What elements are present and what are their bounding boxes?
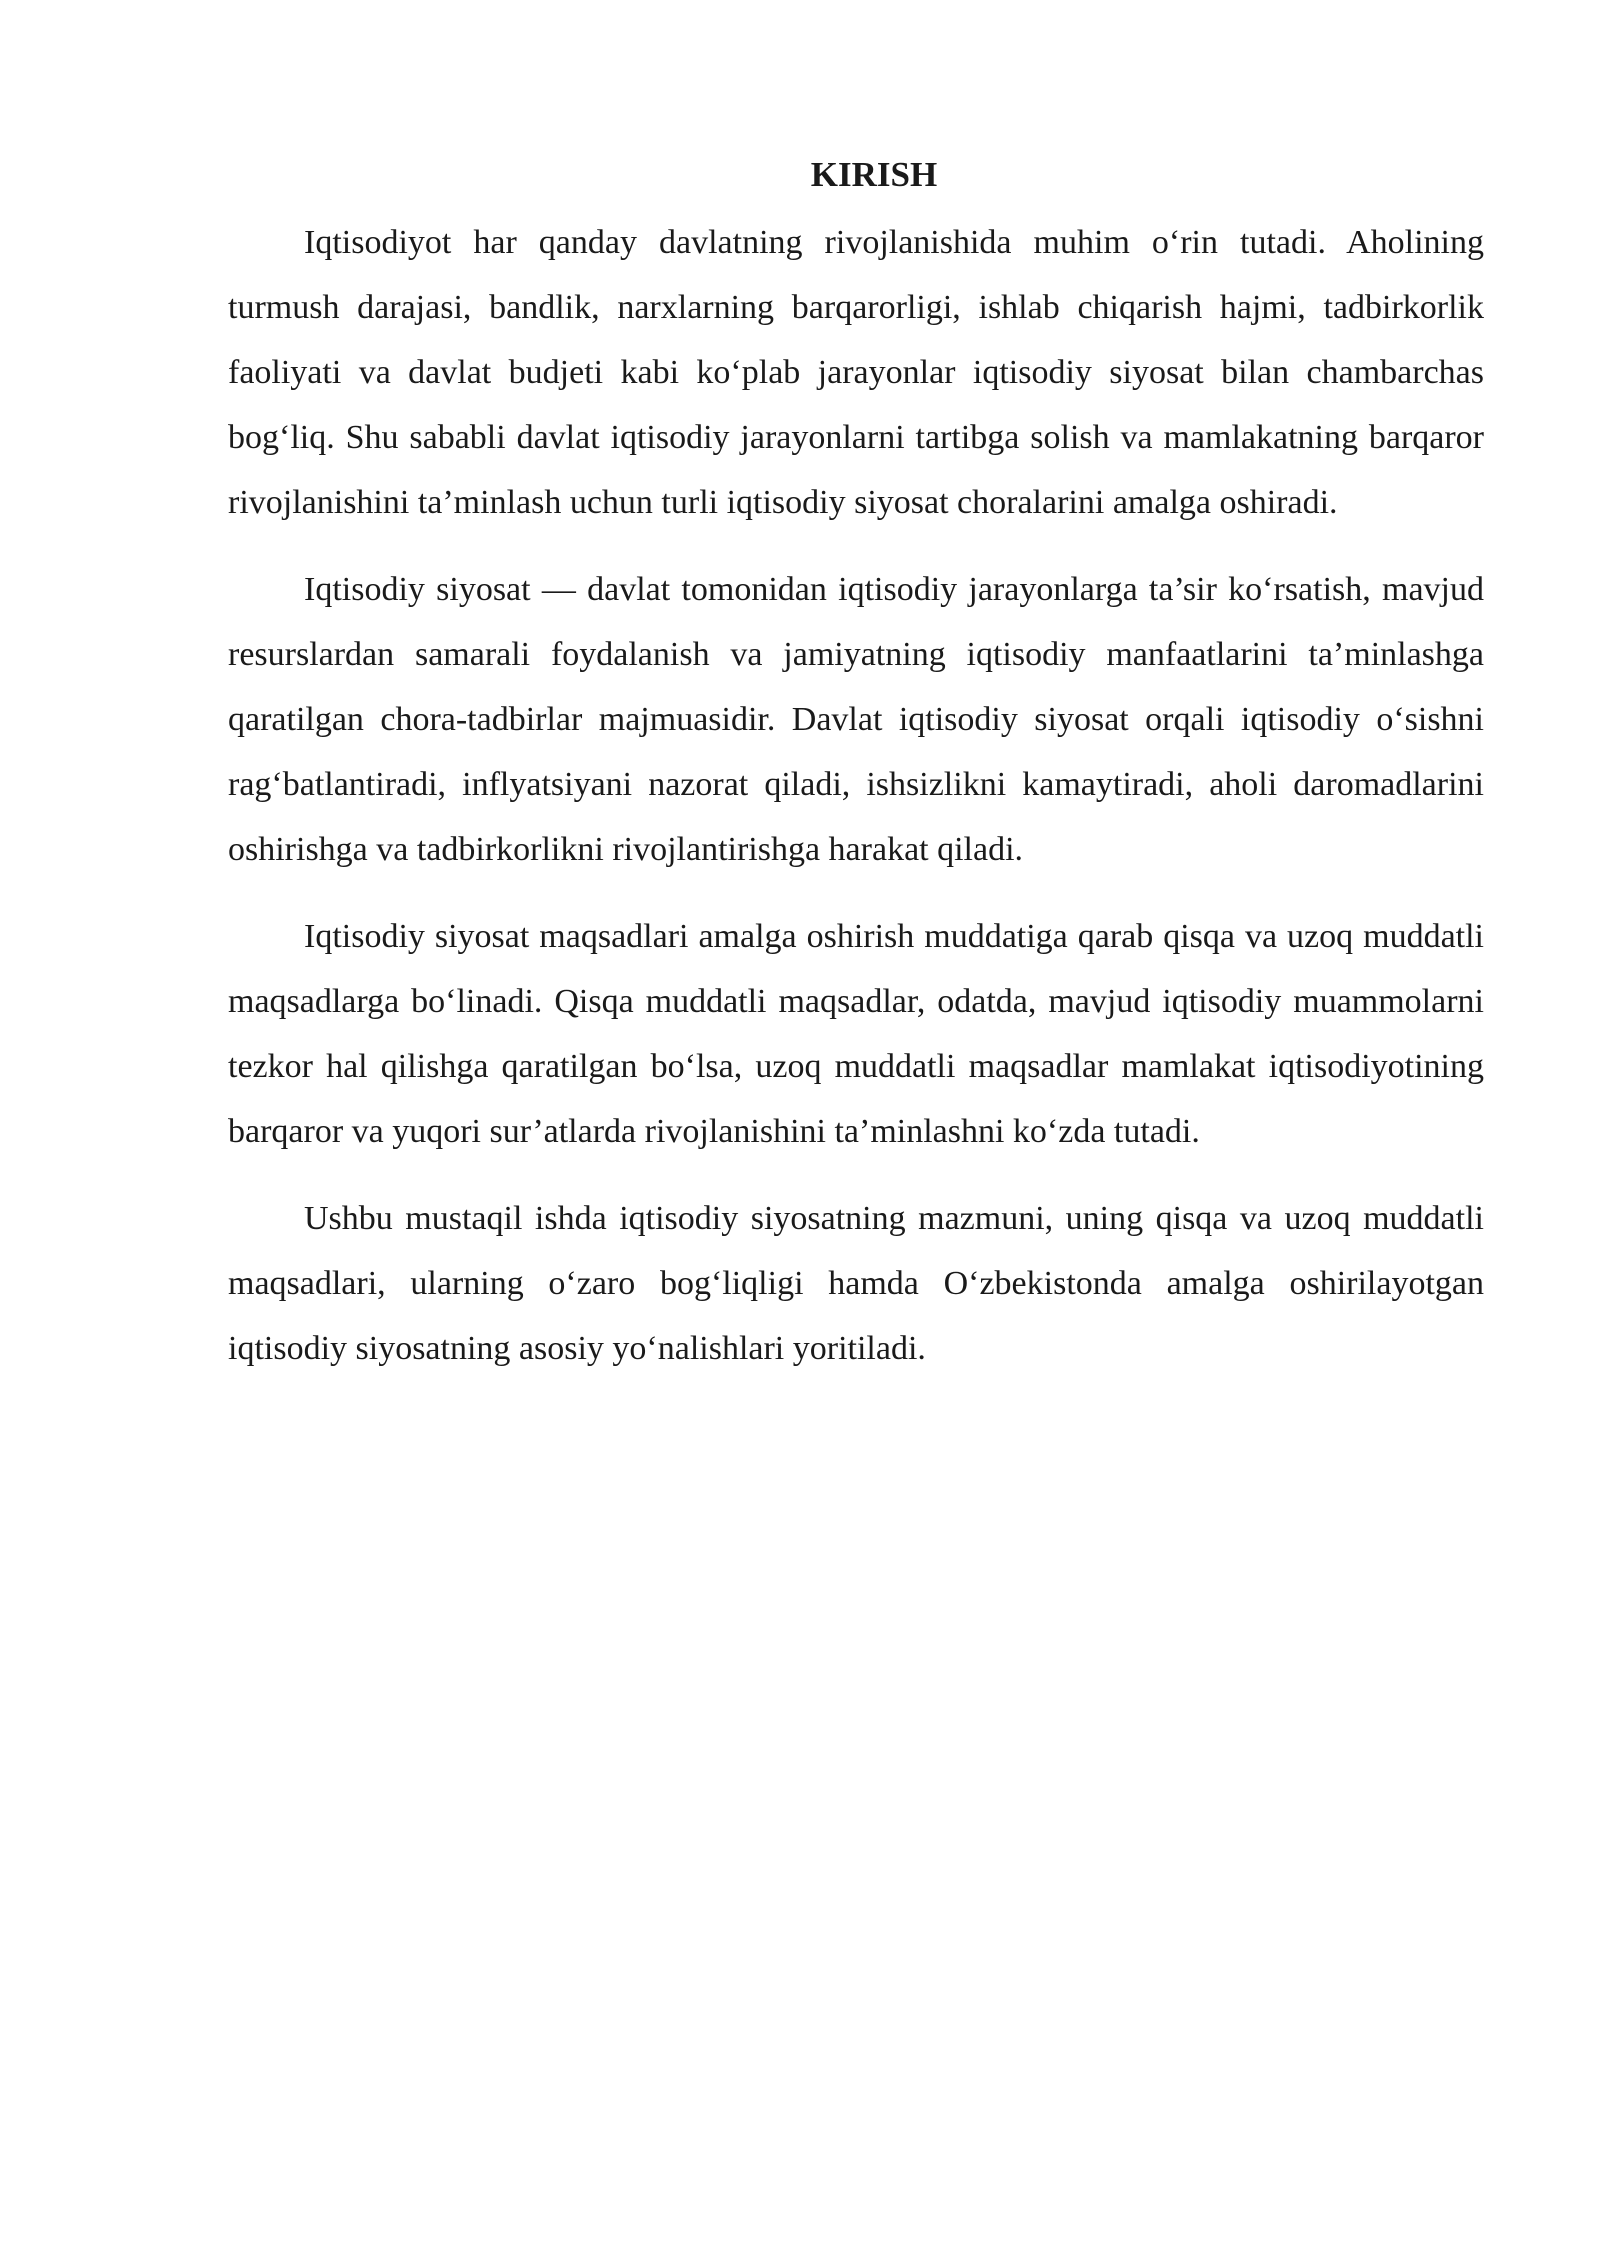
document-body	[228, 150, 1484, 1403]
paragraph-1: Iqtisodiyot har qanday davlatning rivojlanishida muhim o‘rin tutadi. Aholining turmush darajasi, bandlik, narxlarning barqarorligi, ishlab chiqarish hajmi, tadbirkorlik faoliyati va davlat budjeti kabi ko‘plab jarayonlar iqtisodiy siyosat bilan chambarchas bog‘liq. Shu sababli davlat iqtisodiy jarayonlarni tartibga solish va mamlakatning barqaror rivojlanishini ta’minlash uchun turli iqtisodiy siyosat choralarini amalga oshiradi.	[228, 224, 1484, 521]
paragraph-2: Iqtisodiy siyosat — davlat tomonidan iqtisodiy jarayonlarga ta’sir ko‘rsatish, mavjud resurslardan samarali foydalanish va jamiyatning iqtisodiy manfaatlarini ta’minlashga qaratilgan chora-tadbirlar majmuasidir. Davlat iqtisodiy siyosat orqali iqtisodiy o‘sishni rag‘batlantiradi, inflyatsiyani nazorat qiladi, ishsizlikni kamaytiradi, aholi daromadlarini oshirishga va tadbirkorlikni rivojlantirishga harakat qiladi.	[228, 571, 1484, 868]
paragraph-4: Ushbu mustaqil ishda iqtisodiy siyosatning mazmuni, uning qisqa va uzoq muddatli maqsadlari, ularning o‘zaro bog‘liqligi hamda O‘zbekistonda amalga oshirilayotgan iqtisodiy siyosatning asosiy yo‘nalishlari yoritiladi.	[228, 1200, 1484, 1367]
page-title: KIRISH	[810, 155, 938, 194]
paragraph-3: Iqtisodiy siyosat maqsadlari amalga oshirish muddatiga qarab qisqa va uzoq muddatli maqsadlarga bo‘linadi. Qisqa muddatli maqsadlar, odatda, mavjud iqtisodiy muammolarni tezkor hal qilishga qaratilgan bo‘lsa, uzoq muddatli maqsadlar mamlakat iqtisodiyotining barqaror va yuqori sur’atlarda rivojlanishini ta’minlashni ko‘zda tutadi.	[228, 918, 1484, 1150]
